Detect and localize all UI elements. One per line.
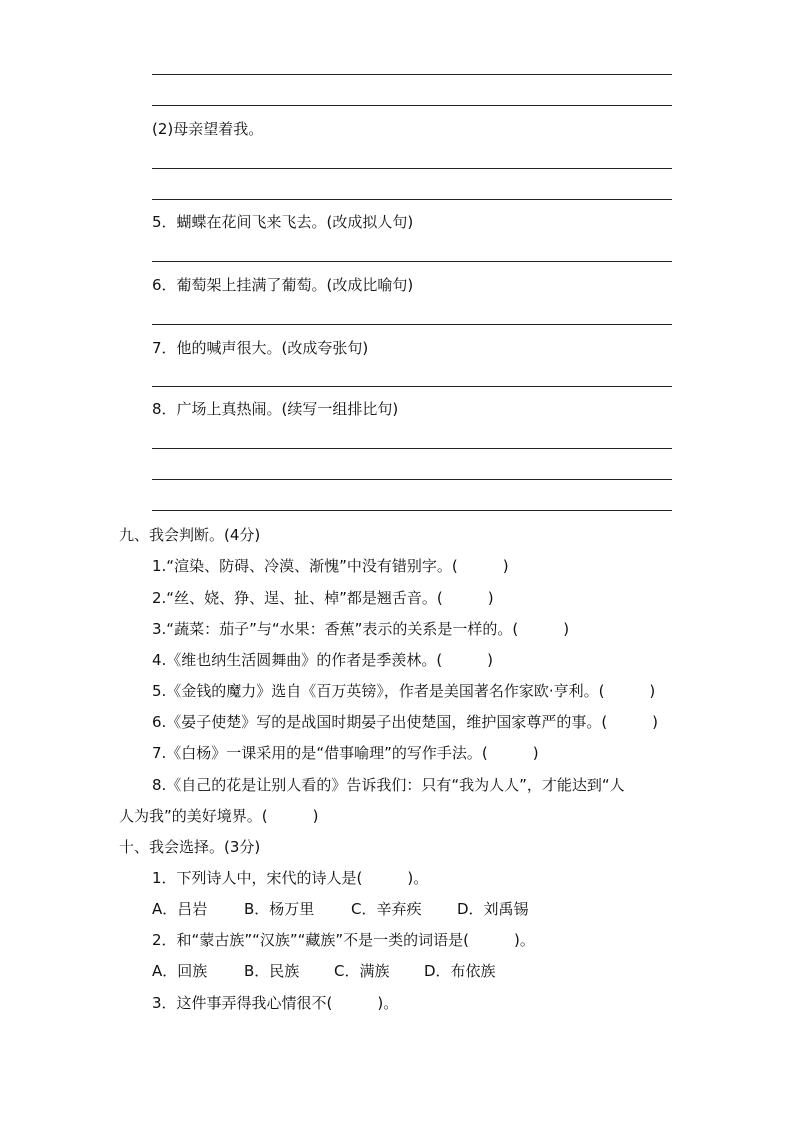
option-d[interactable]: D．刘禹锡	[457, 900, 529, 918]
question-5: 5．蝴蝶在花间飞来飞去。(改成拟人句)	[152, 213, 414, 231]
answer-line[interactable]	[152, 479, 672, 480]
choice-options-2	[152, 961, 496, 981]
question-8: 8．广场上真热闹。(续写一组排比句)	[152, 400, 399, 418]
judge-item-3: 3.“蔬菜：茄子”与“水果：香蕉”表示的关系是一样的。( )	[152, 620, 570, 638]
question-6: 6．葡萄架上挂满了葡萄。(改成比喻句)	[152, 276, 414, 294]
question-7: 7．他的喊声很大。(改成夸张句)	[152, 339, 369, 357]
section-10-title: 十、我会选择。(3分)	[119, 838, 261, 856]
rewrite-item-2: (2)母亲望着我。	[152, 120, 264, 138]
answer-line[interactable]	[152, 74, 672, 75]
option-c[interactable]: C．辛弃疾	[351, 900, 422, 918]
judge-item-5: 5.《金钱的魔力》选自《百万英镑》，作者是美国著名作家欧·亨利。( )	[152, 682, 656, 700]
option-d[interactable]: D．布依族	[424, 962, 496, 980]
choice-question-2: 2．和“蒙古族”“汉族”“藏族”不是一类的词语是( )。	[152, 931, 535, 949]
judge-item-7: 7.《白杨》一课采用的是“借事喻理”的写作手法。( )	[152, 744, 539, 762]
option-c[interactable]: C．满族	[334, 962, 390, 980]
judge-item-2: 2.“丝、娆、狰、逞、扯、棹”都是翘舌音。( )	[152, 589, 494, 607]
answer-line[interactable]	[152, 510, 672, 511]
judge-item-8: 8.《自己的花是让别人看的》告诉我们：只有“我为人人”，才能达到“人	[152, 776, 625, 794]
answer-line[interactable]	[152, 261, 672, 262]
option-b[interactable]: B．杨万里	[244, 900, 315, 918]
judge-item-1: 1.“渲染、防碍、冷漠、渐愧”中没有错别字。( )	[152, 557, 509, 575]
answer-line[interactable]	[152, 105, 672, 106]
choice-options-1	[152, 899, 529, 919]
judge-item-4: 4.《维也纳生活圆舞曲》的作者是季羡林。( )	[152, 651, 494, 669]
choice-question-3: 3．这件事弄得我心情很不( )。	[152, 994, 399, 1012]
option-a[interactable]: A．吕岩	[152, 900, 208, 918]
option-a[interactable]: A．回族	[152, 962, 208, 980]
section-9-title: 九、我会判断。(4分)	[119, 526, 261, 544]
answer-line[interactable]	[152, 386, 672, 387]
judge-item-6: 6.《晏子使楚》写的是战国时期晏子出使楚国，维护国家尊严的事。( )	[152, 713, 659, 731]
answer-line[interactable]	[152, 199, 672, 200]
answer-line[interactable]	[152, 168, 672, 169]
answer-line[interactable]	[152, 448, 672, 449]
option-b[interactable]: B．民族	[244, 962, 300, 980]
choice-question-1: 1．下列诗人中，宋代的诗人是( )。	[152, 869, 429, 887]
judge-item-8-continued: 人为我”的美好境界。( )	[119, 807, 319, 825]
answer-line[interactable]	[152, 324, 672, 325]
